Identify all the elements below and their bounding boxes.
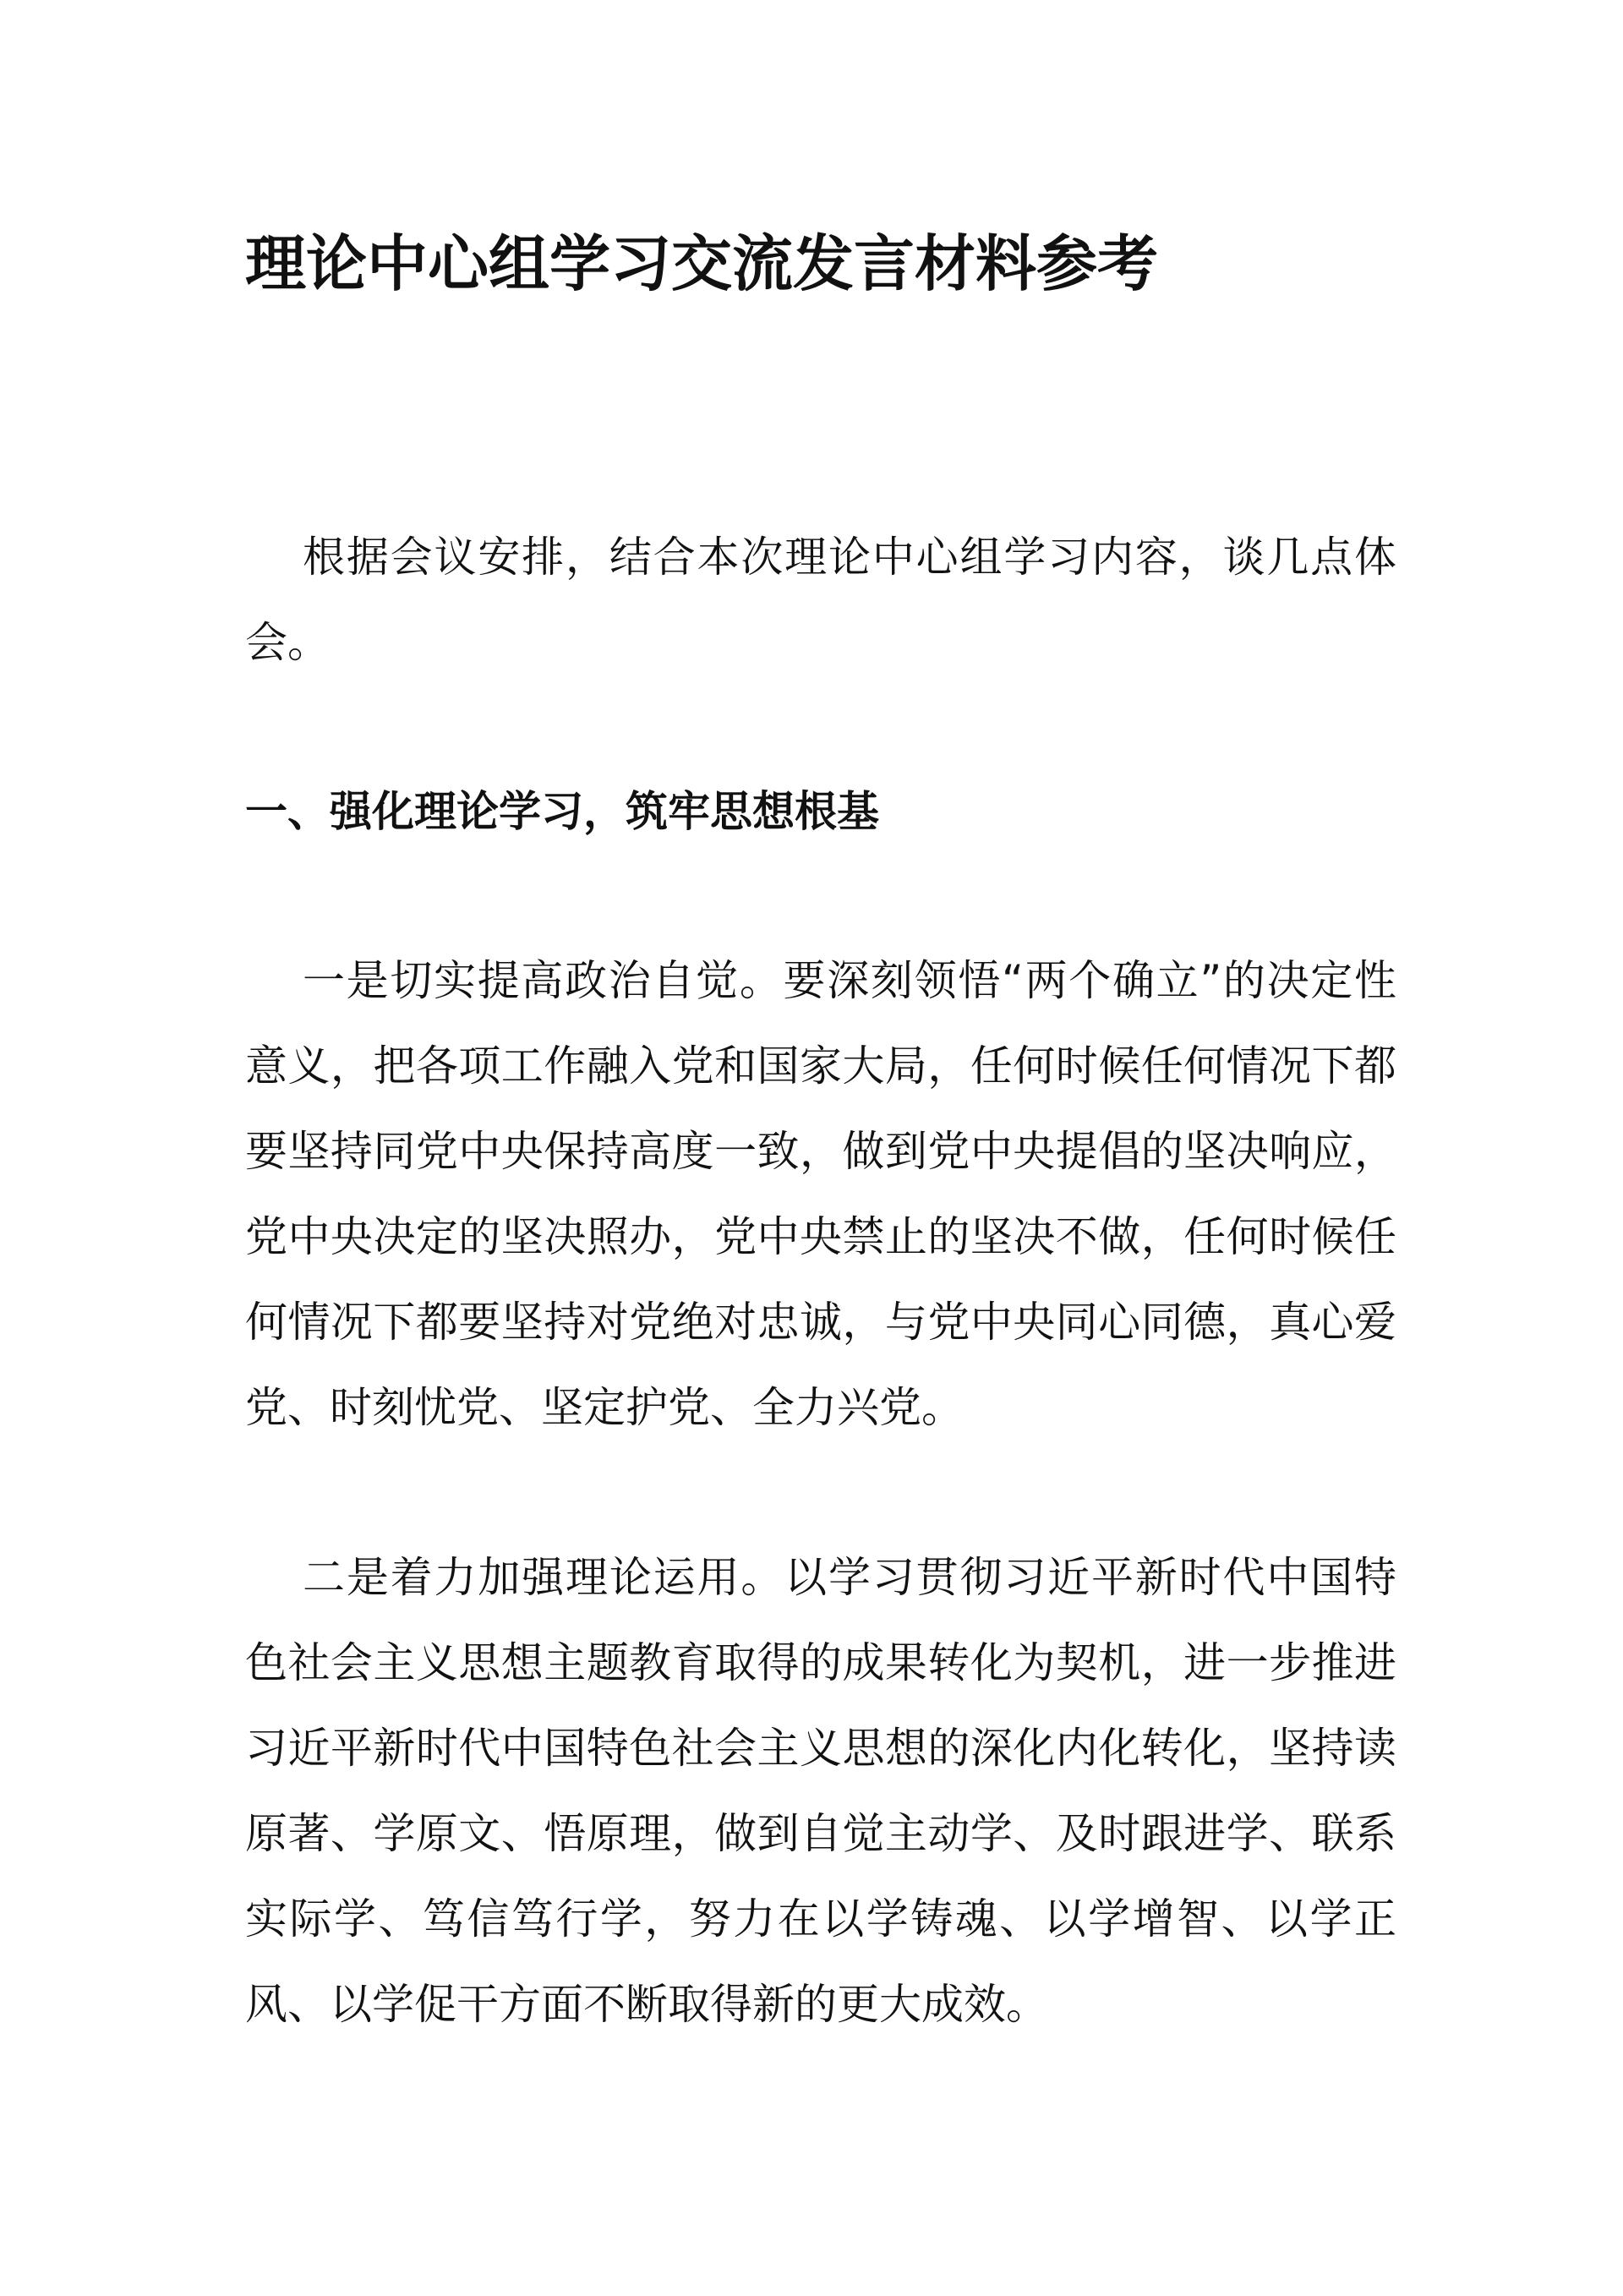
- section-1-paragraph-1: 一是切实提高政治自觉。要深刻领悟“两个确立”的决定性意义，把各项工作融入党和国家大局，任何时候任何情况下都要坚持同党中央保持高度一致，做到党中央提倡的坚决响应，党中央决定的坚决照办，党中央禁止的坚决不做，任何时候任何情况下都要坚持对党绝对忠诚，与党中央同心同德，真心爱党、时刻忧党、坚定护党、全力兴党。: [245, 956, 1396, 1432]
- document-title: 理论中心组学习交流发言材料参考: [245, 228, 1159, 299]
- intro-paragraph: 根据会议安排，结合本次理论中心组学习内容，谈几点体会。: [245, 533, 1396, 667]
- section-heading-1: 一、强化理论学习，筑牢思想根基: [245, 787, 879, 836]
- section-1-paragraph-2: 二是着力加强理论运用。以学习贯彻习近平新时代中国特色社会主义思想主题教育取得的成果转化为契机，进一步推进习近平新时代中国特色社会主义思想的深化内化转化，坚持读原著、学原文、悟原理，做到自觉主动学、及时跟进学、联系实际学、笃信笃行学，努力在以学铸魂、以学增智、以学正风、以学促干方面不断取得新的更大成效。: [245, 1553, 1396, 2029]
